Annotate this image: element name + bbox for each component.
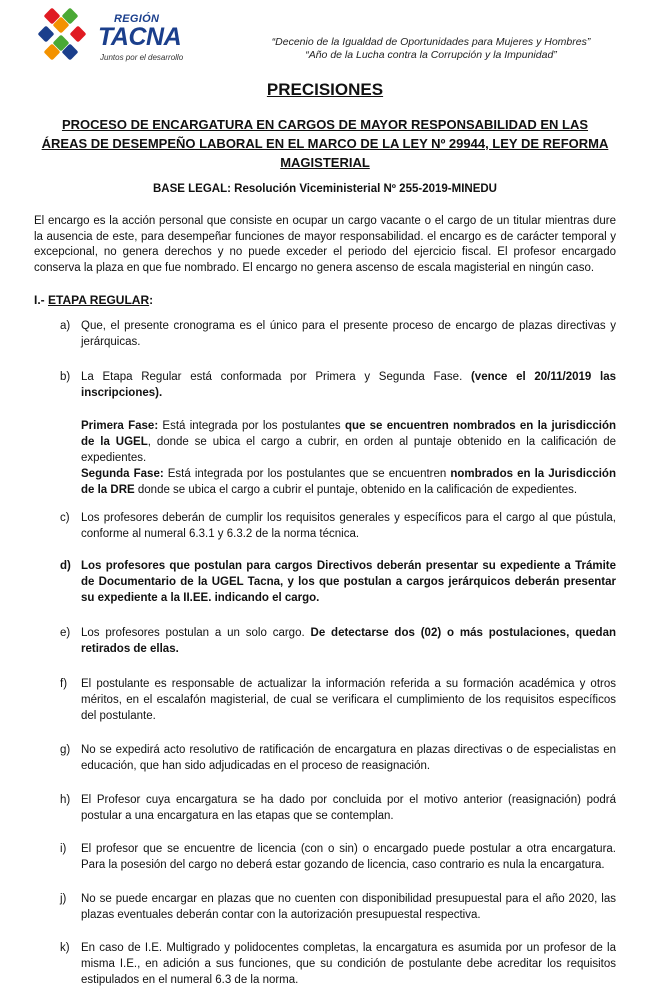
list-item-h: [60, 792, 616, 824]
region-logo-icon: [38, 6, 98, 66]
list-item-f: [60, 676, 616, 724]
phase-text: Está integrada por los postulantes que se encuentren: [163, 468, 451, 480]
logo-tagline: Juntos por el desarrollo: [100, 53, 184, 62]
item-text: Que, el presente cronograma es el único para el presente proceso de encargo de plazas directivas y jerárquicas.: [81, 320, 616, 348]
section-title: ETAPA REGULAR: [48, 293, 150, 307]
phase-bold-text: que se encuentren nombrados en la jurisdicción de la UGEL: [81, 420, 616, 448]
segunda-fase-paragraph: [81, 466, 616, 498]
list-item-j: [60, 891, 616, 923]
phase-text-end: , donde se ubica el cargo a cubrir, en orden al puntaje obtenido en la calificación de expedientes.: [81, 436, 616, 464]
item-label: c): [60, 512, 70, 524]
phase-label: Primera Fase:: [81, 420, 159, 432]
item-text: En caso de I.E. Multigrado y polidocentes completas, la encargatura es asumida por un profesor de la misma I.E., en adición a sus funciones, que su condición de postulante debe acreditar los requisitos estipulados en el numeral 6.3 de la norma.: [81, 942, 616, 986]
section-number: I.-: [34, 293, 48, 307]
section-suffix: :: [149, 293, 154, 307]
item-label: d): [60, 560, 71, 572]
phase-text-end: donde se ubica el cargo a cubrir el puntaje, obtenido en la calificación de expedientes.: [134, 484, 578, 496]
item-text: Los profesores postulan a un solo cargo.: [81, 627, 311, 639]
item-text: El profesor que se encuentre de licencia (con o sin) o encargado puede postular a otra encargatura. Para la posesión del cargo no deberá estar gozando de licencia, caso contrario es nula la encargatura.: [81, 843, 616, 871]
item-bold-text: (vence el 20/11/2019 las inscripciones).: [81, 371, 616, 399]
list-item-i: [60, 841, 616, 873]
item-bold-text: De detectarse dos (02) o más postulaciones, quedan retirados de ellas.: [81, 627, 616, 655]
intro-paragraph: El encargo es la acción personal que consiste en ocupar un cargo vacante o el cargo de un titular mientras dure la ausencia de este, para desempeñar funciones de mayor responsabilidad. el encargo es de carácter temporal y excepcional, no genera derechos y no puede exceder el periodo del ejercicio fiscal. El profesor encargado conserva la plaza en que fue nombrado. El encargo no genera ascenso de escala magisterial en ningún caso.: [34, 215, 616, 274]
item-label: f): [60, 678, 68, 690]
item-label: b): [60, 371, 71, 383]
item-text: El postulante es responsable de actualizar la información referida a su formación académica y otros méritos, en el escalafón magisterial, de cual se verificara el cumplimiento de los requisitos específicos del postulante.: [81, 678, 616, 722]
item-text: La Etapa Regular está conformada por Primera y Segunda Fase.: [81, 371, 471, 383]
item-label: g): [60, 744, 71, 756]
list-item-e: [60, 625, 616, 657]
document-header: [0, 0, 650, 72]
item-label: j): [60, 893, 67, 905]
list-item-d: [60, 558, 616, 606]
item-label: h): [60, 794, 71, 806]
item-text: Los profesores deberán de cumplir los requisitos generales y específicos para el cargo al que pústula, conforme al numeral 6.3.1 y 6.3.2 de la norma técnica.: [81, 512, 616, 540]
item-label: a): [60, 320, 71, 332]
page-title: PRECISIONES: [266, 80, 384, 99]
region-tacna-logo: [38, 6, 198, 66]
phase-text: Está integrada por los postulantes: [158, 420, 345, 432]
list-item-c: [60, 510, 616, 542]
list-item-k: [60, 940, 616, 988]
logo-name-text: TACNA: [98, 23, 182, 51]
phase-bold-text: nombrados en la Jurisdicción de la DRE: [81, 468, 616, 496]
item-label: k): [60, 942, 70, 954]
list-item-g: [60, 742, 616, 774]
section-heading: [34, 293, 153, 307]
item-text: No se puede encargar en plazas que no cuenten con disponibilidad presupuestal para el año 2020, las plazas eventuales deberán contar con la autorización presupuestal respectiva.: [81, 893, 616, 921]
page-subtitle: PROCESO DE ENCARGATURA EN CARGOS DE MAYOR RESPONSABILIDAD EN LAS ÁREAS DE DESEMPEÑO LABORAL EN EL MARCO DE LA LEY Nº 29944, LEY DE REFORMA MAGISTERIAL: [41, 117, 609, 170]
item-label: i): [60, 843, 67, 855]
logo-region-text: REGIÓN: [114, 13, 160, 25]
decenio-line-2: “Año de la Lucha contra la Corrupción y la Impunidad”: [305, 49, 557, 61]
phase-label: Segunda Fase:: [81, 468, 164, 480]
decenio-block: [236, 36, 626, 62]
item-text: El Profesor cuya encargatura se ha dado por concluida por el motivo anterior (reasignación) podrá postular a una encargatura en las etapas que se contemplan.: [81, 794, 616, 822]
decenio-line-1: “Decenio de la Igualdad de Oportunidades para Mujeres y Hombres”: [271, 36, 591, 48]
item-text: No se expedirá acto resolutivo de ratificación de encargatura en plazas directivas o de especialistas en educación, que han sido adjudicadas en el proceso de reasignación.: [81, 744, 616, 772]
base-legal: BASE LEGAL: Resolución Viceministerial Nº 255-2019-MINEDU: [153, 183, 497, 195]
list-item-a: [60, 318, 616, 350]
list-item-b: [60, 369, 616, 401]
primera-fase-paragraph: [81, 418, 616, 466]
item-bold-text: Los profesores que postulan para cargos Directivos deberán presentar su expediente a Trámite de Documentario de la UGEL Tacna, y los que postulan a cargos jerárquicos deberán presentar su expediente a la II.EE. indicando el cargo.: [81, 560, 616, 604]
item-label: e): [60, 627, 71, 639]
